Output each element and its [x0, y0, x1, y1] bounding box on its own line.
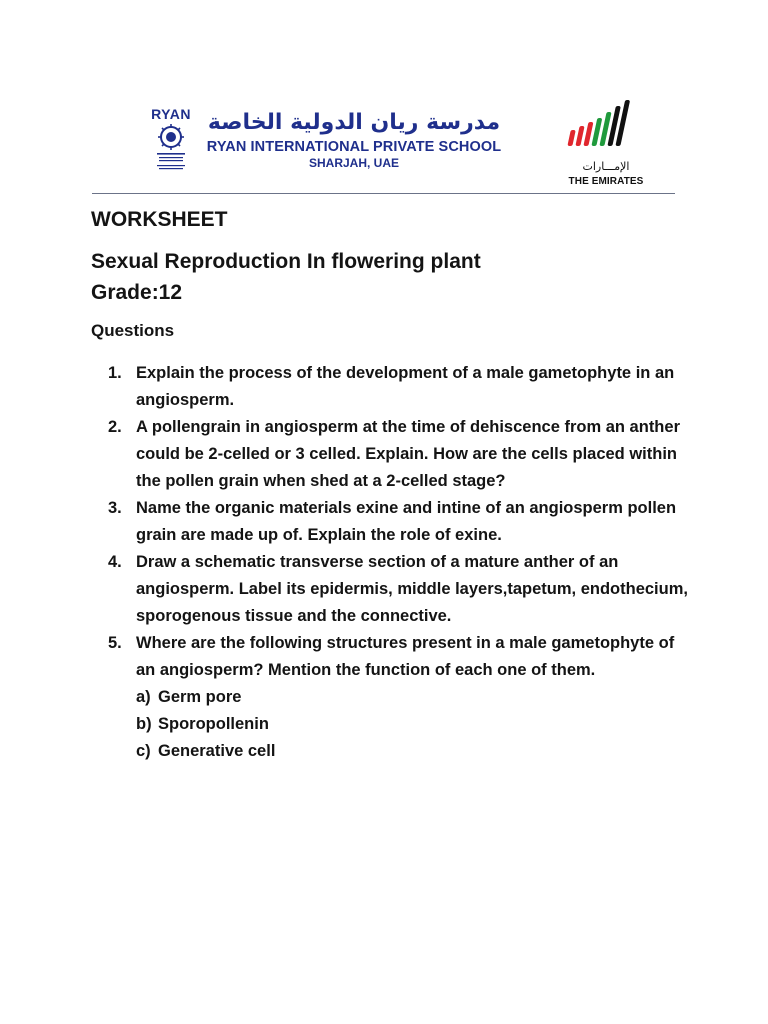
sub-question-text: Generative cell [158, 742, 276, 760]
school-location: SHARJAH, UAE [308, 156, 399, 170]
emirates-logo [564, 96, 648, 190]
school-name-english: RYAN INTERNATIONAL PRIVATE SCHOOL [206, 139, 502, 155]
sub-question-text: Germ pore [158, 688, 242, 706]
emirates-bars-icon [564, 96, 648, 160]
question-number: 5. [108, 634, 122, 652]
questions-heading: Questions [91, 321, 175, 340]
question-item [108, 549, 688, 630]
question-list [108, 360, 688, 765]
sub-question-letter: c) [136, 742, 151, 760]
sub-question-item [136, 684, 688, 711]
sub-question-text: Sporopollenin [158, 715, 269, 733]
letterhead [92, 96, 675, 194]
sub-question-letter: a) [136, 688, 151, 706]
ryan-emblem-icon [151, 123, 191, 173]
question-item [108, 360, 688, 414]
school-name-arabic: مدرسة ريان الدولية الخاصة [207, 110, 501, 135]
question-text: Name the organic materials exine and intine of an angiosperm pollen grain are made up of. Explain the role of exine. [136, 499, 677, 544]
ryan-logo [147, 106, 195, 174]
ryan-logo-text: RYAN [151, 106, 191, 122]
question-number: 1. [108, 364, 122, 382]
question-text: A pollengrain in angiosperm at the time of dehiscence from an anther could be 2-celled or 3 celled. Explain. How are the cells placed within the pollen grain when shed at a 2-celled stage? [136, 418, 680, 490]
question-text: Where are the following structures present in a male gametophyte of an angiosperm? Mention the function of each one of them. [136, 634, 675, 679]
question-number: 3. [108, 499, 122, 517]
question-number: 2. [108, 418, 122, 436]
worksheet-grade: Grade:12 [91, 281, 183, 304]
question-text: Draw a schematic transverse section of a mature anther of an angiosperm. Label its epidermis, middle layers,tapetum, endothecium, sporogenous tissue and the connective. [136, 553, 688, 625]
header-divider [92, 193, 675, 194]
sub-question-item [136, 711, 688, 738]
emirates-logo-arabic: الإمـــارات [582, 160, 630, 173]
sub-question-letter: b) [136, 715, 152, 733]
question-number: 4. [108, 553, 122, 571]
question-item [108, 630, 688, 765]
question-text: Explain the process of the development of a male gametophyte in an angiosperm. [136, 364, 675, 409]
question-item [108, 414, 688, 495]
emirates-logo-english: THE EMIRATES [568, 176, 644, 187]
question-item [108, 495, 688, 549]
school-name-block [204, 110, 504, 171]
sub-question-list [136, 684, 688, 765]
worksheet-subject: Sexual Reproduction In flowering plant [91, 250, 481, 273]
sub-question-item [136, 738, 688, 765]
worksheet-title: WORKSHEET [91, 208, 228, 231]
